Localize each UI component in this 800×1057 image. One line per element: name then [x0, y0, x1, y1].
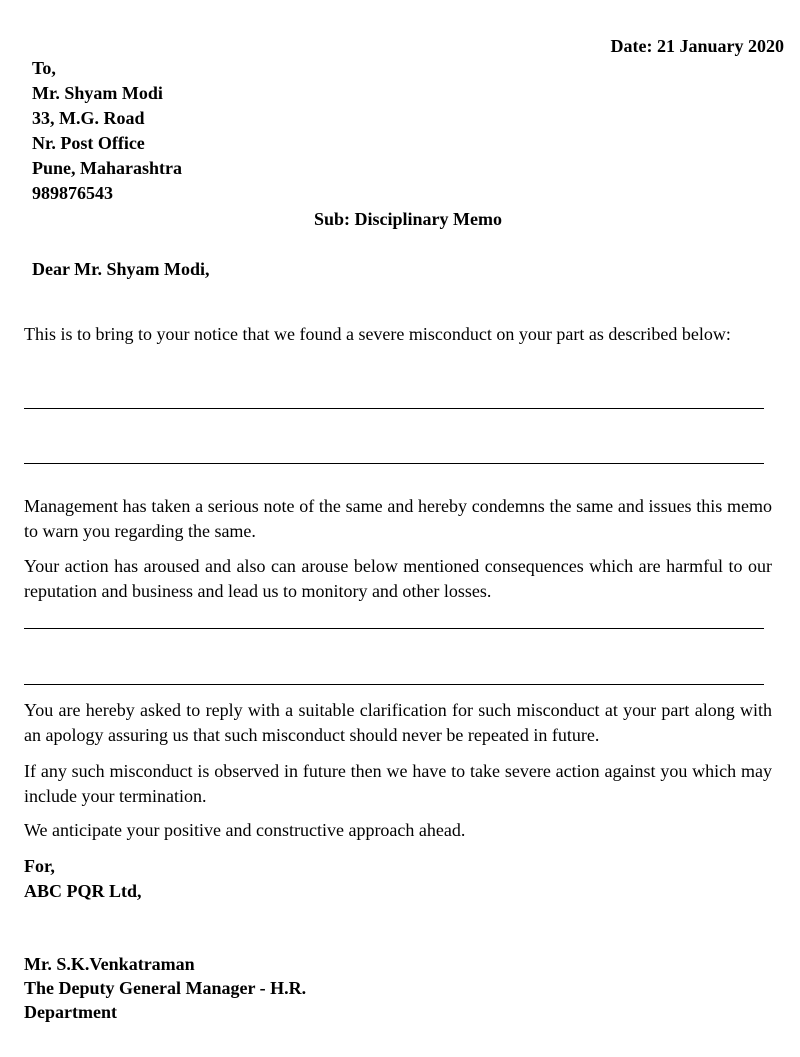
signatory-department: Department — [24, 1002, 117, 1022]
paragraph-management-note: Management has taken a serious note of the same and hereby condemns the same and issues this memo to warn you regarding the same. — [24, 496, 772, 541]
paragraph-closing-remark: We anticipate your positive and constructive approach ahead. — [24, 820, 466, 840]
signature-block — [24, 952, 306, 1024]
recipient-phone: 989876543 — [32, 183, 113, 203]
fill-in-line-1 — [24, 408, 764, 409]
fill-in-line-3 — [24, 628, 764, 629]
paragraph-notice: This is to bring to your notice that we found a severe misconduct on your part as described below: — [24, 324, 731, 344]
recipient-name: Mr. Shyam Modi — [32, 83, 163, 103]
letter-subject: Sub: Disciplinary Memo — [313, 209, 502, 229]
recipient-address-line3: Pune, Maharashtra — [32, 158, 182, 178]
closing-for: For, — [24, 856, 55, 876]
fill-in-line-2 — [24, 463, 764, 464]
paragraph-consequences: Your action has aroused and also can arouse below mentioned consequences which are harmful to our reputation and business and lead us to monitory and other losses. — [24, 556, 772, 601]
recipient-to-label: To, — [32, 58, 56, 78]
closing-company: ABC PQR Ltd, — [24, 881, 142, 901]
recipient-address-line1: 33, M.G. Road — [32, 108, 145, 128]
closing-block — [24, 854, 142, 904]
paragraph-clarification-request: You are hereby asked to reply with a suitable clarification for such misconduct at your part along with an apology assuring us that such misconduct should never be repeated in future. — [24, 700, 772, 745]
recipient-address-line2: Nr. Post Office — [32, 133, 145, 153]
signatory-title: The Deputy General Manager - H.R. — [24, 978, 307, 998]
recipient-address-block — [32, 56, 182, 206]
letter-greeting: Dear Mr. Shyam Modi, — [32, 259, 210, 279]
letter-date: Date: 21 January 2020 — [610, 36, 784, 56]
paragraph-warning: If any such misconduct is observed in future then we have to take severe action against you which may include your termination. — [24, 761, 772, 806]
fill-in-line-4 — [24, 684, 764, 685]
signatory-name: Mr. S.K.Venkatraman — [24, 954, 195, 974]
